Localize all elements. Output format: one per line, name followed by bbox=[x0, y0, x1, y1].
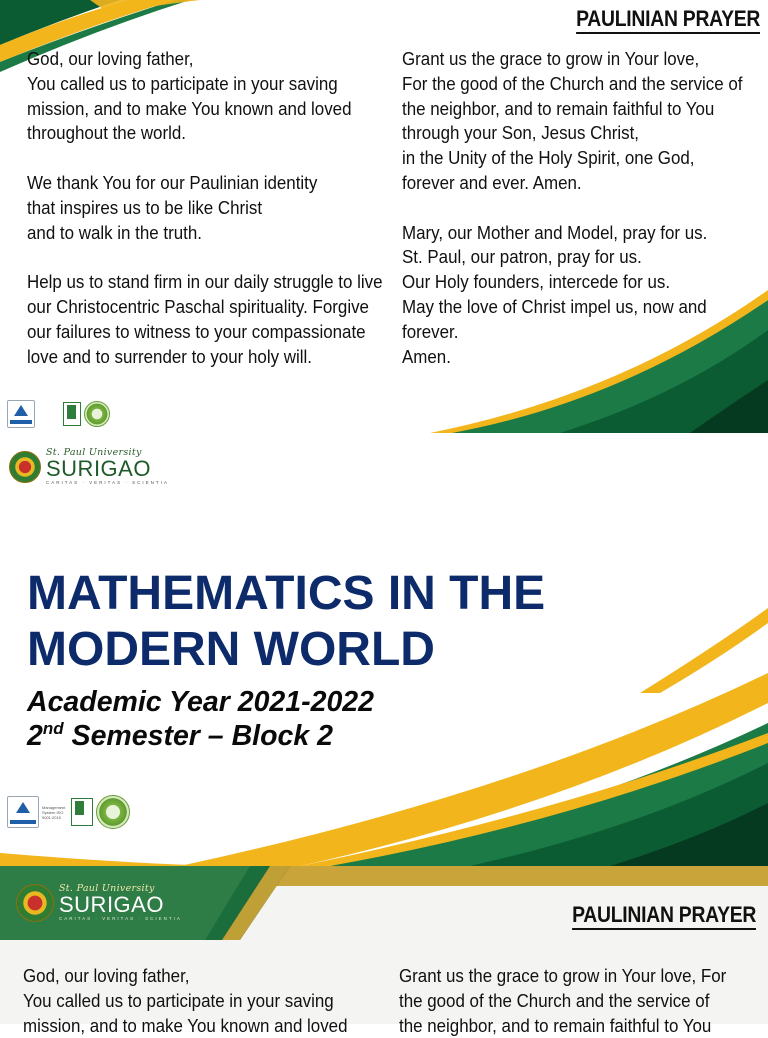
seal-badge-icon bbox=[96, 795, 130, 829]
university-logo bbox=[9, 448, 169, 486]
university-wordmark bbox=[59, 884, 182, 922]
prayer-left-column bbox=[27, 47, 386, 369]
university-small-name: St. Paul University bbox=[46, 447, 142, 458]
prayer-paragraph: Mary, our Mother and Model, pray for us. St. Paul, our patron, pray for us. Our Holy founders, intercede for us. May the love of Christ impel us, now and forever. Amen. bbox=[402, 221, 708, 367]
university-motto: CARITAS · VERITAS · SCIENTIA bbox=[59, 916, 182, 921]
semester-rest: Semester – Block 2 bbox=[63, 720, 333, 752]
paascu-badge-icon bbox=[71, 798, 93, 826]
title-slide bbox=[0, 433, 768, 866]
course-title: MATHEMATICS IN THE MODERN WORLD bbox=[27, 567, 546, 676]
semester-line bbox=[27, 719, 374, 753]
accreditation-badges bbox=[7, 400, 110, 428]
prayer-paragraph: We thank You for our Paulinian identity that inspires us to be like Christ and to walk in the truth. bbox=[27, 171, 318, 243]
university-wordmark bbox=[46, 448, 169, 486]
academic-year: Academic Year 2021-2022 bbox=[27, 686, 375, 718]
university-small-name: St. Paul University bbox=[59, 883, 155, 894]
slide-title: PAULINIAN PRAYER bbox=[572, 903, 756, 930]
prayer-right-column bbox=[399, 964, 758, 1038]
prayer-paragraph: Grant us the grace to grow in Your love, For the good of the Church and the service of the neighbor, and to remain faithful to You bbox=[399, 965, 727, 1036]
prayer-paragraph: God, our loving father, You called us to participate in your saving mission, and to make You known and loved bbox=[23, 965, 348, 1036]
prayer-left-column bbox=[23, 964, 377, 1038]
badge-caption: Management System ISO 9001:2015 bbox=[42, 804, 66, 820]
prayer-slide-partial bbox=[0, 866, 768, 1036]
paascu-badge-icon bbox=[63, 402, 81, 426]
university-crest-icon bbox=[9, 451, 41, 483]
semester-suffix: nd bbox=[42, 719, 64, 738]
seal-badge-icon bbox=[84, 401, 110, 427]
tuv-badge-icon bbox=[7, 796, 39, 828]
university-crest-icon bbox=[16, 884, 54, 922]
university-logo bbox=[16, 884, 182, 922]
prayer-paragraph: God, our loving father, You called us to participate in your saving mission, and to make You known and loved throughout the world. bbox=[27, 48, 352, 144]
prayer-paragraph: Help us to stand firm in our daily struggle to live our Christocentric Paschal spirituality. Forgive our failures to witness to your compassionate love and to surrender to your holy will. bbox=[27, 271, 383, 367]
university-motto: CARITAS · VERITAS · SCIENTIA bbox=[46, 480, 169, 485]
university-name: SURIGAO bbox=[59, 892, 164, 917]
course-subtitle bbox=[27, 685, 374, 753]
tuv-badge-icon bbox=[7, 400, 35, 428]
prayer-paragraph: Grant us the grace to grow in Your love, For the good of the Church and the service of the neighbor, and to remain faithful to You through your Son, Jesus Christ, in the Unity of the Holy Spirit, one God, forever and ever. Amen. bbox=[402, 48, 743, 193]
prayer-slide bbox=[0, 0, 768, 433]
semester-number: 2 bbox=[27, 720, 43, 752]
university-name: SURIGAO bbox=[46, 456, 151, 481]
prayer-right-column bbox=[402, 47, 755, 369]
slide-title: PAULINIAN PRAYER bbox=[576, 7, 760, 34]
accreditation-badges bbox=[7, 795, 130, 829]
